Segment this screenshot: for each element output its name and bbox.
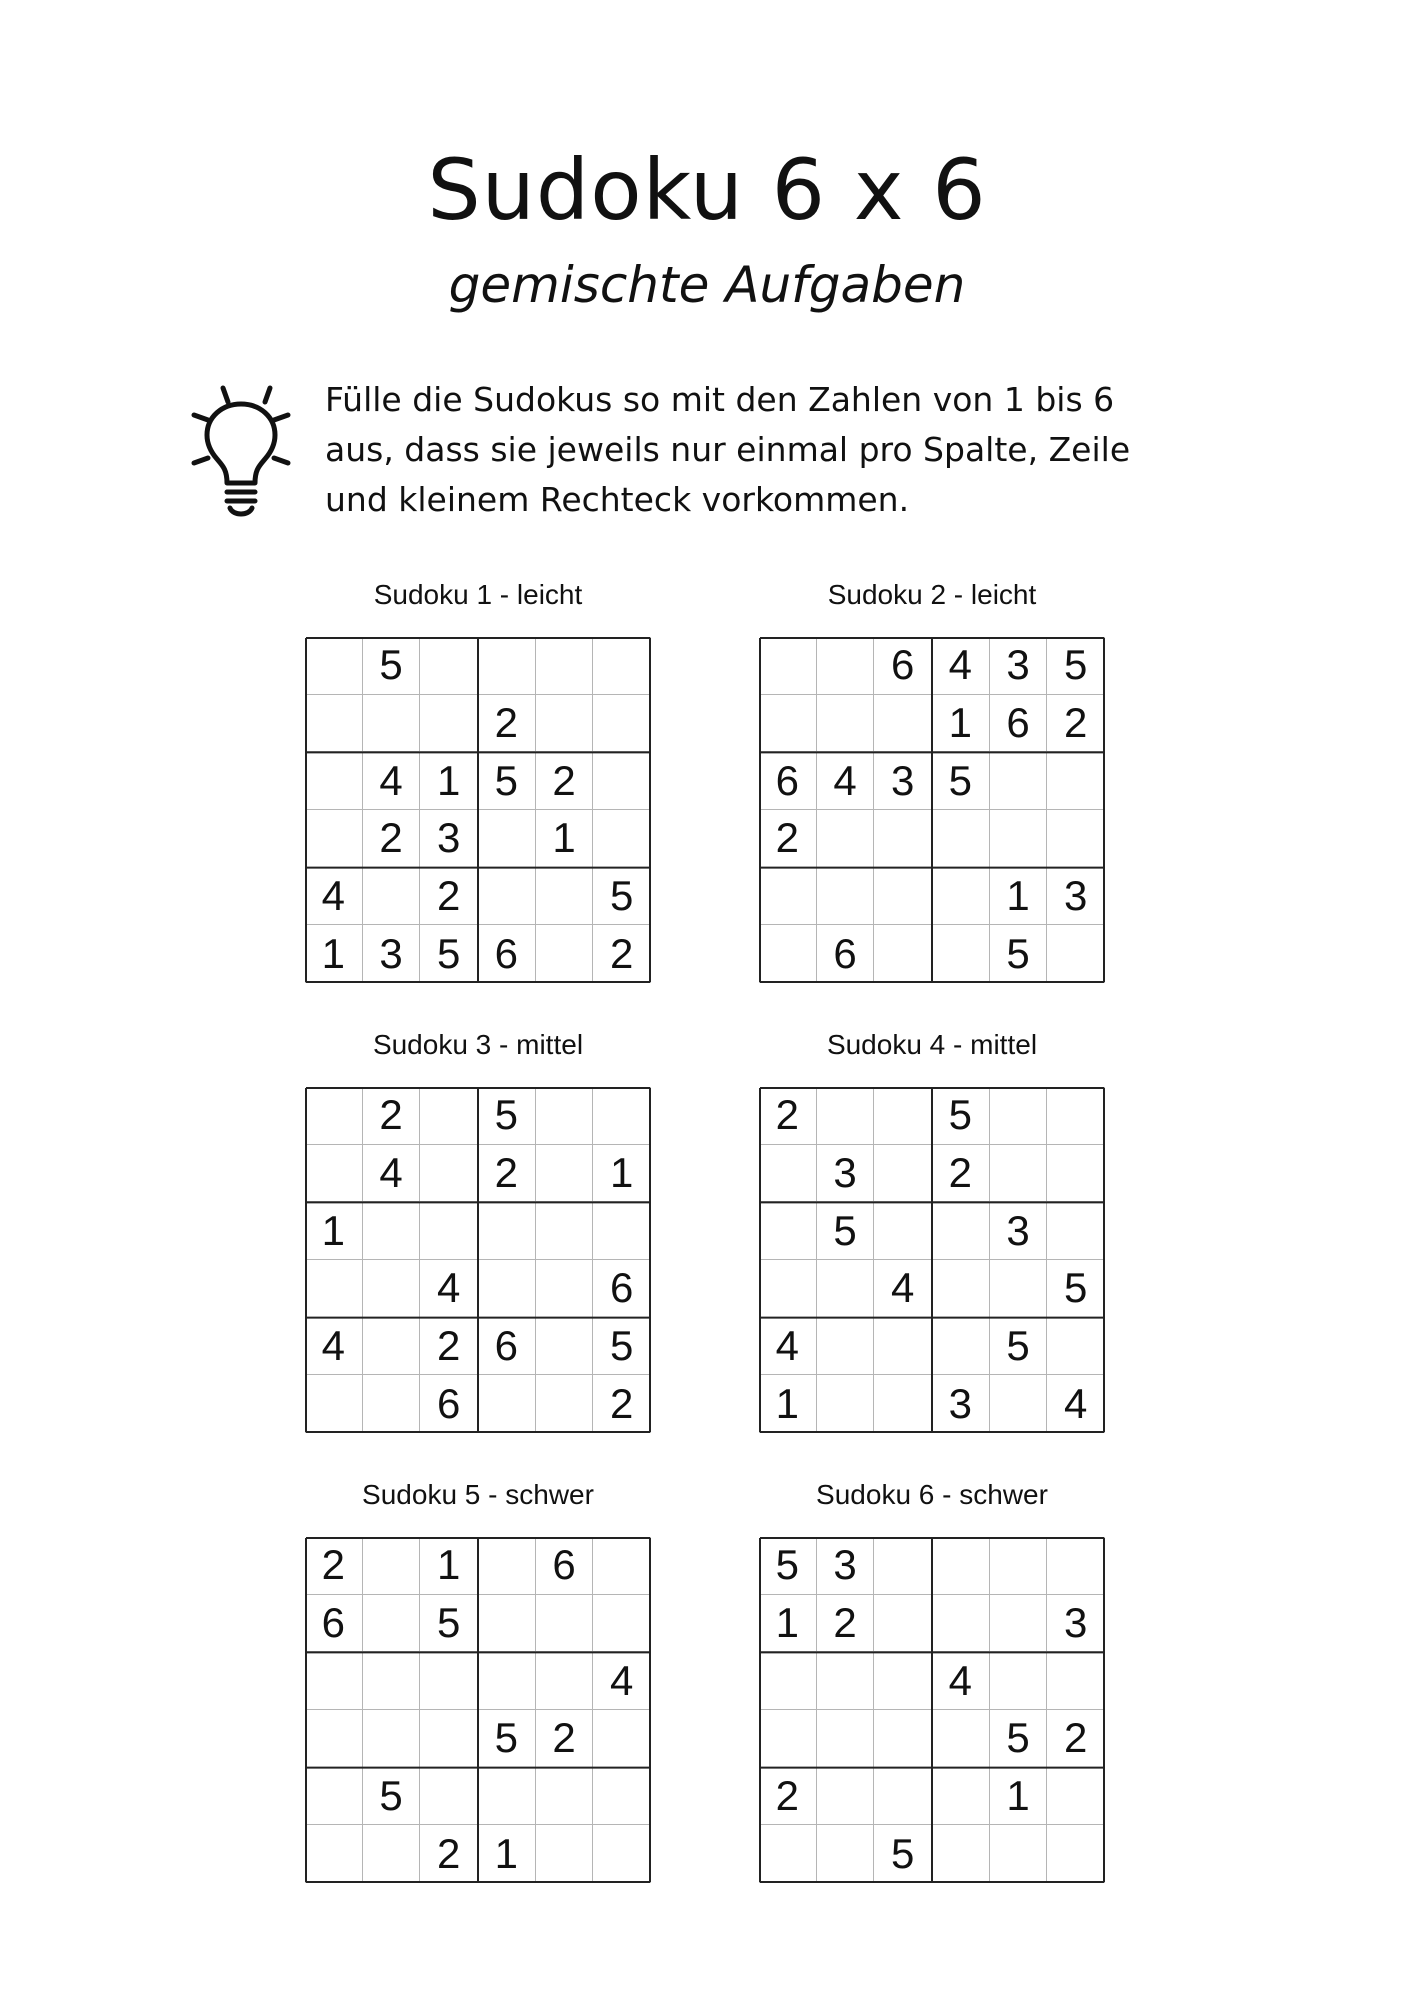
sudoku-cell[interactable] <box>932 1710 990 1768</box>
sudoku-cell[interactable]: 4 <box>363 1145 421 1203</box>
sudoku-cell[interactable] <box>478 1595 536 1653</box>
sudoku-cell[interactable] <box>536 1768 594 1826</box>
sudoku-cell[interactable]: 5 <box>593 868 651 926</box>
sudoku-cell[interactable] <box>990 1537 1048 1595</box>
sudoku-cell[interactable] <box>363 1318 421 1376</box>
sudoku-cell[interactable]: 2 <box>759 1087 817 1145</box>
sudoku-cell[interactable] <box>759 1260 817 1318</box>
sudoku-cell[interactable] <box>874 1202 932 1260</box>
sudoku-cell[interactable]: 1 <box>536 810 594 868</box>
sudoku-label: Sudoku 1 - leicht <box>373 579 583 610</box>
sudoku-cell[interactable]: 1 <box>420 1537 478 1595</box>
sudoku-cell[interactable] <box>536 637 594 695</box>
sudoku-cell[interactable] <box>363 1710 421 1768</box>
sudoku-cell[interactable]: 3 <box>932 1375 990 1433</box>
sudoku-cell[interactable] <box>536 695 594 753</box>
instruction-line: aus, dass sie jeweils nur einmal pro Spalte, Zeile <box>325 430 1131 469</box>
instruction-line: und kleinem Rechteck vorkommen. <box>325 480 910 519</box>
sudoku-cell[interactable] <box>593 1595 651 1653</box>
sudoku-cell[interactable]: 2 <box>536 752 594 810</box>
sudoku-cell[interactable] <box>1047 1537 1105 1595</box>
sudoku-cell[interactable] <box>759 695 817 753</box>
sudoku-cell[interactable] <box>759 1825 817 1883</box>
sudoku-cell[interactable] <box>478 1375 536 1433</box>
page-subtitle: gemischte Aufgaben <box>448 256 966 314</box>
sudoku-cell[interactable]: 1 <box>759 1595 817 1653</box>
sudoku-cell[interactable] <box>990 810 1048 868</box>
sudoku-cell[interactable] <box>1047 1652 1105 1710</box>
sudoku-cell[interactable] <box>759 1145 817 1203</box>
sudoku-cell[interactable]: 2 <box>1047 1710 1105 1768</box>
sudoku-cell[interactable] <box>420 1087 478 1145</box>
sudoku-cell[interactable]: 5 <box>932 752 990 810</box>
sudoku-cell[interactable]: 6 <box>593 1260 651 1318</box>
sudoku-cell[interactable]: 5 <box>990 1710 1048 1768</box>
sudoku-cell[interactable]: 4 <box>305 1318 363 1376</box>
sudoku-cell[interactable] <box>305 1145 363 1203</box>
sudoku-cell[interactable] <box>305 1768 363 1826</box>
sudoku-cell[interactable]: 2 <box>1047 695 1105 753</box>
sudoku-cell[interactable]: 2 <box>305 1537 363 1595</box>
sudoku-cell[interactable] <box>305 1652 363 1710</box>
sudoku-cell[interactable]: 2 <box>593 925 651 983</box>
sudoku-cell[interactable]: 1 <box>420 752 478 810</box>
sudoku-cell[interactable]: 3 <box>363 925 421 983</box>
sudoku-cell[interactable] <box>759 637 817 695</box>
sudoku-cell[interactable]: 2 <box>420 868 478 926</box>
sudoku-cell[interactable] <box>305 1087 363 1145</box>
sudoku-cell[interactable] <box>420 1202 478 1260</box>
sudoku-cell[interactable] <box>536 1145 594 1203</box>
sudoku-cell[interactable] <box>932 1768 990 1826</box>
instruction-line: Fülle die Sudokus so mit den Zahlen von 1 bis 6 <box>325 380 1115 419</box>
sudoku-cell[interactable] <box>363 1375 421 1433</box>
sudoku-cell[interactable]: 3 <box>1047 1595 1105 1653</box>
sudoku-cell[interactable] <box>593 1710 651 1768</box>
sudoku-cell[interactable] <box>593 637 651 695</box>
sudoku-cell[interactable] <box>305 1375 363 1433</box>
sudoku-cell[interactable]: 4 <box>1047 1375 1105 1433</box>
sudoku-cell[interactable] <box>990 752 1048 810</box>
sudoku-cell[interactable] <box>874 925 932 983</box>
sudoku-label: Sudoku 2 - leicht <box>827 579 1037 610</box>
sudoku-cell[interactable] <box>593 1202 651 1260</box>
sudoku-cell[interactable] <box>874 1595 932 1653</box>
sudoku-cell[interactable] <box>817 1652 875 1710</box>
sudoku-cell[interactable]: 1 <box>990 868 1048 926</box>
sudoku-cell[interactable] <box>817 1825 875 1883</box>
sudoku-cell[interactable] <box>874 1768 932 1826</box>
sudoku-cell[interactable]: 2 <box>363 810 421 868</box>
sudoku-cell[interactable]: 2 <box>759 810 817 868</box>
sudoku-cell[interactable]: 5 <box>478 1710 536 1768</box>
lightbulb-icon <box>186 380 296 520</box>
sudoku-cell[interactable] <box>759 1202 817 1260</box>
sudoku-cell[interactable]: 3 <box>874 752 932 810</box>
sudoku-cell[interactable] <box>305 810 363 868</box>
sudoku-label: Sudoku 6 - schwer <box>816 1479 1048 1510</box>
sudoku-cell[interactable] <box>593 1825 651 1883</box>
sudoku-cell[interactable] <box>990 1375 1048 1433</box>
sudoku-cell[interactable] <box>305 1825 363 1883</box>
sudoku-cell[interactable] <box>990 1145 1048 1203</box>
sudoku-cell[interactable]: 6 <box>817 925 875 983</box>
sudoku-cell[interactable] <box>1047 810 1105 868</box>
sudoku-cell[interactable] <box>1047 1202 1105 1260</box>
sudoku-cell[interactable]: 5 <box>420 925 478 983</box>
sudoku-cell[interactable]: 5 <box>990 925 1048 983</box>
sudoku-cell[interactable] <box>874 1145 932 1203</box>
sudoku-cell[interactable] <box>536 1375 594 1433</box>
sudoku-cell[interactable] <box>759 868 817 926</box>
sudoku-cell[interactable]: 6 <box>536 1537 594 1595</box>
sudoku-cell[interactable]: 2 <box>536 1710 594 1768</box>
sudoku-cell[interactable]: 5 <box>932 1087 990 1145</box>
sudoku-cell[interactable] <box>593 1087 651 1145</box>
sudoku-label: Sudoku 5 - schwer <box>362 1479 594 1510</box>
sudoku-cell[interactable] <box>932 1260 990 1318</box>
sudoku-cell[interactable] <box>817 1710 875 1768</box>
sudoku-cell[interactable] <box>536 1260 594 1318</box>
sudoku-cell[interactable] <box>363 1537 421 1595</box>
sudoku-cell[interactable] <box>874 1375 932 1433</box>
sudoku-cell[interactable] <box>420 1710 478 1768</box>
sudoku-cell[interactable] <box>420 637 478 695</box>
sudoku-cell[interactable]: 1 <box>990 1768 1048 1826</box>
sudoku-cell[interactable] <box>363 1595 421 1653</box>
sudoku-cell[interactable] <box>478 1652 536 1710</box>
sudoku-cell[interactable]: 2 <box>932 1145 990 1203</box>
sudoku-cell[interactable]: 2 <box>817 1595 875 1653</box>
sudoku-cell[interactable] <box>817 1260 875 1318</box>
sudoku-cell[interactable] <box>932 1202 990 1260</box>
sudoku-cell[interactable] <box>363 1652 421 1710</box>
sudoku-cell[interactable] <box>536 1595 594 1653</box>
sudoku-cell[interactable] <box>874 1318 932 1376</box>
sudoku-cell[interactable] <box>874 695 932 753</box>
sudoku-cell[interactable]: 5 <box>478 1087 536 1145</box>
sudoku-cell[interactable]: 6 <box>874 637 932 695</box>
sudoku-cell[interactable] <box>478 1768 536 1826</box>
sudoku-cell[interactable]: 6 <box>305 1595 363 1653</box>
sudoku-cell[interactable] <box>478 1260 536 1318</box>
sudoku-cell[interactable]: 4 <box>420 1260 478 1318</box>
sudoku-cell[interactable] <box>1047 1145 1105 1203</box>
sudoku-cell[interactable] <box>1047 1318 1105 1376</box>
sudoku-cell[interactable]: 3 <box>1047 868 1105 926</box>
sudoku-grid <box>305 1087 651 1433</box>
sudoku-cell[interactable] <box>817 1318 875 1376</box>
sudoku-cell[interactable] <box>536 925 594 983</box>
sudoku-cell[interactable]: 5 <box>817 1202 875 1260</box>
sudoku-cell[interactable] <box>1047 1087 1105 1145</box>
sudoku-cell[interactable]: 4 <box>759 1318 817 1376</box>
sudoku-cell[interactable]: 5 <box>990 1318 1048 1376</box>
sudoku-cell[interactable] <box>478 1202 536 1260</box>
sudoku-cell[interactable] <box>932 1595 990 1653</box>
sudoku-cell[interactable] <box>478 810 536 868</box>
sudoku-cell[interactable]: 3 <box>990 637 1048 695</box>
sudoku-cell[interactable]: 4 <box>932 637 990 695</box>
sudoku-cell[interactable] <box>305 1260 363 1318</box>
sudoku-cell[interactable]: 1 <box>593 1145 651 1203</box>
sudoku-cell[interactable]: 5 <box>363 637 421 695</box>
sudoku-cell[interactable] <box>593 810 651 868</box>
sudoku-grid <box>305 1537 651 1883</box>
sudoku-cell[interactable]: 2 <box>759 1768 817 1826</box>
sudoku-cell[interactable] <box>932 925 990 983</box>
sudoku-label: Sudoku 4 - mittel <box>826 1029 1038 1060</box>
sudoku-cell[interactable]: 2 <box>478 695 536 753</box>
sudoku-cell[interactable]: 3 <box>817 1145 875 1203</box>
sudoku-cell[interactable] <box>874 810 932 868</box>
sudoku-cell[interactable] <box>420 1145 478 1203</box>
sudoku-cell[interactable] <box>363 868 421 926</box>
sudoku-cell[interactable] <box>817 868 875 926</box>
sudoku-cell[interactable] <box>363 1260 421 1318</box>
sudoku-cell[interactable] <box>817 637 875 695</box>
sudoku-cell[interactable] <box>536 1652 594 1710</box>
sudoku-cell[interactable] <box>817 695 875 753</box>
sudoku-cell[interactable] <box>932 1318 990 1376</box>
sudoku-cell[interactable] <box>874 1537 932 1595</box>
sudoku-cell[interactable]: 5 <box>1047 637 1105 695</box>
sudoku-grid <box>759 1087 1105 1433</box>
sudoku-cell[interactable] <box>990 1652 1048 1710</box>
sudoku-cell[interactable]: 1 <box>305 925 363 983</box>
sudoku-cell[interactable] <box>932 868 990 926</box>
sudoku-grid <box>759 1537 1105 1883</box>
sudoku-cell[interactable]: 1 <box>932 695 990 753</box>
sudoku-cell[interactable] <box>874 1652 932 1710</box>
sudoku-cell[interactable] <box>759 1710 817 1768</box>
sudoku-cell[interactable] <box>817 810 875 868</box>
sudoku-cell[interactable]: 2 <box>420 1318 478 1376</box>
sudoku-cell[interactable]: 5 <box>759 1537 817 1595</box>
sudoku-cell[interactable] <box>1047 1825 1105 1883</box>
sudoku-grid <box>759 637 1105 983</box>
sudoku-cell[interactable]: 5 <box>593 1318 651 1376</box>
sudoku-cell[interactable] <box>1047 752 1105 810</box>
sudoku-cell[interactable] <box>420 1768 478 1826</box>
sudoku-cell[interactable] <box>593 695 651 753</box>
sudoku-cell[interactable]: 6 <box>990 695 1048 753</box>
sudoku-cell[interactable] <box>305 637 363 695</box>
sudoku-cell[interactable]: 3 <box>420 810 478 868</box>
sudoku-cell[interactable] <box>990 1595 1048 1653</box>
sudoku-cell[interactable]: 4 <box>305 868 363 926</box>
sudoku-cell[interactable]: 1 <box>478 1825 536 1883</box>
sudoku-cell[interactable]: 5 <box>478 752 536 810</box>
sudoku-cell[interactable]: 2 <box>593 1375 651 1433</box>
sudoku-cell[interactable] <box>817 1087 875 1145</box>
sudoku-cell[interactable] <box>363 695 421 753</box>
sudoku-cell[interactable] <box>536 1318 594 1376</box>
sudoku-cell[interactable] <box>1047 1768 1105 1826</box>
sudoku-cell[interactable] <box>593 752 651 810</box>
sudoku-cell[interactable] <box>932 1537 990 1595</box>
sudoku-cell[interactable] <box>932 1825 990 1883</box>
sudoku-label: Sudoku 3 - mittel <box>372 1029 584 1060</box>
sudoku-cell[interactable]: 5 <box>363 1768 421 1826</box>
page-title: Sudoku 6 x 6 <box>427 141 987 239</box>
sudoku-cell[interactable]: 5 <box>420 1595 478 1653</box>
sudoku-cell[interactable]: 6 <box>759 752 817 810</box>
sudoku-cell[interactable]: 5 <box>1047 1260 1105 1318</box>
sudoku-cell[interactable] <box>759 1652 817 1710</box>
sudoku-cell[interactable] <box>932 810 990 868</box>
sudoku-cell[interactable]: 6 <box>420 1375 478 1433</box>
sudoku-cell[interactable] <box>420 1652 478 1710</box>
sudoku-cell[interactable] <box>536 1825 594 1883</box>
instructions <box>325 375 1225 525</box>
sudoku-cell[interactable] <box>990 1087 1048 1145</box>
sudoku-cell[interactable] <box>536 868 594 926</box>
sudoku-cell[interactable]: 1 <box>759 1375 817 1433</box>
sudoku-cell[interactable]: 6 <box>478 1318 536 1376</box>
sudoku-cell[interactable] <box>420 695 478 753</box>
sudoku-grid <box>305 637 651 983</box>
sudoku-cell[interactable] <box>363 1825 421 1883</box>
sudoku-cell[interactable]: 4 <box>593 1652 651 1710</box>
sudoku-cell[interactable]: 2 <box>363 1087 421 1145</box>
sudoku-cell[interactable] <box>593 1768 651 1826</box>
sudoku-cell[interactable]: 4 <box>932 1652 990 1710</box>
sudoku-cell[interactable] <box>363 1202 421 1260</box>
sudoku-cell[interactable] <box>1047 925 1105 983</box>
sudoku-cell[interactable] <box>874 1710 932 1768</box>
sudoku-cell[interactable] <box>536 1202 594 1260</box>
sudoku-cell[interactable]: 4 <box>363 752 421 810</box>
sudoku-cell[interactable]: 3 <box>817 1537 875 1595</box>
sudoku-cell[interactable]: 4 <box>874 1260 932 1318</box>
sudoku-cell[interactable] <box>478 637 536 695</box>
sudoku-cell[interactable]: 1 <box>305 1202 363 1260</box>
sudoku-cell[interactable] <box>593 1537 651 1595</box>
sudoku-cell[interactable] <box>759 925 817 983</box>
sudoku-cell[interactable] <box>990 1825 1048 1883</box>
sudoku-cell[interactable]: 6 <box>478 925 536 983</box>
sudoku-cell[interactable] <box>478 868 536 926</box>
sudoku-cell[interactable] <box>817 1375 875 1433</box>
sudoku-cell[interactable] <box>536 1087 594 1145</box>
sudoku-cell[interactable] <box>305 1710 363 1768</box>
sudoku-cell[interactable] <box>305 695 363 753</box>
sudoku-cell[interactable] <box>478 1537 536 1595</box>
sudoku-cell[interactable]: 2 <box>420 1825 478 1883</box>
sudoku-cell[interactable]: 4 <box>817 752 875 810</box>
sudoku-cell[interactable] <box>817 1768 875 1826</box>
sudoku-cell[interactable]: 2 <box>478 1145 536 1203</box>
sudoku-cell[interactable] <box>874 868 932 926</box>
sudoku-cell[interactable] <box>990 1260 1048 1318</box>
sudoku-cell[interactable] <box>305 752 363 810</box>
sudoku-cell[interactable] <box>874 1087 932 1145</box>
sudoku-cell[interactable]: 3 <box>990 1202 1048 1260</box>
sudoku-cell[interactable]: 5 <box>874 1825 932 1883</box>
